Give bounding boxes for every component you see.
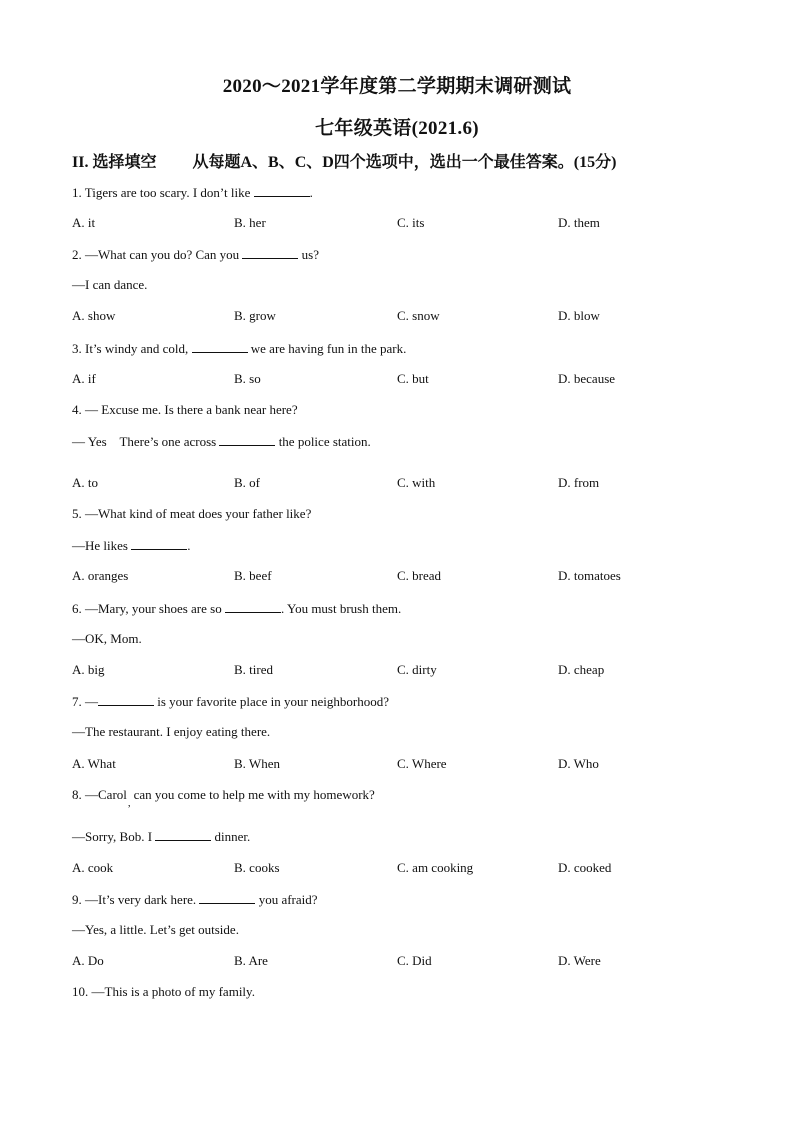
question-7-reply: —The restaurant. I enjoy eating there. [72,724,271,739]
q3-option-d: D. because [558,371,616,386]
q9-option-d: D. Were [558,953,601,968]
q7-option-c: C. Where [397,756,447,771]
q5-option-d: D. tomatoes [558,568,621,583]
question-1-stem: 1. Tigers are too scary. I don’t like . [72,185,313,200]
q9-option-c: C. Did [397,953,432,968]
q3-option-b: B. so [234,371,261,386]
q6-option-d: D. cheap [558,662,605,677]
question-2-stem: 2. —What can you do? Can you us? [72,247,319,262]
question-5-stem: 5. —What kind of meat does your father like? [72,506,312,521]
q5-option-a: A. oranges [72,568,129,583]
answer-blank [242,246,298,259]
question-10-stem: 10. —This is a photo of my family. [72,984,255,999]
answer-blank [131,537,187,550]
q2-option-c: C. snow [397,308,440,323]
question-9-stem: 9. —It’s very dark here. you afraid? [72,892,318,907]
question-4-reply: — Yes There’s one across the police station. [72,434,371,449]
answer-blank [199,891,255,904]
q6-option-a: A. big [72,662,105,677]
q4-option-d: D. from [558,475,600,490]
question-4-stem: 4. — Excuse me. Is there a bank near here? [72,402,298,417]
q7-option-a: A. What [72,756,116,771]
q1-option-a: A. it [72,215,96,230]
q5-option-c: C. bread [397,568,442,583]
q8-option-a: A. cook [72,860,114,875]
q2-option-b: B. grow [234,308,276,323]
section-heading [72,149,616,172]
q6-option-c: C. dirty [397,662,437,677]
q5-option-b: B. beef [234,568,272,583]
q8-option-d: D. cooked [558,860,612,875]
answer-blank [254,184,310,197]
section-label: II. 选择填空 [72,154,157,171]
answer-blank [155,828,211,841]
q7-option-b: B. When [234,756,280,771]
q9-option-a: A. Do [72,953,104,968]
q9-option-b: B. Are [234,953,268,968]
page-title: 2020～2021学年度第二学期期末调研测试 [222,76,572,97]
question-8-reply: —Sorry, Bob. I dinner. [72,829,251,844]
q2-option-a: A. show [72,308,116,323]
q1-option-c: C. its [397,215,425,230]
question-6-reply: —OK, Mom. [72,631,142,646]
question-9-reply: —Yes, a little. Let’s get outside. [72,922,239,937]
q1-option-d: D. them [558,215,600,230]
question-8-stem: 8. —Carol$_,$can you come to help me with my homework? [72,787,375,809]
question-3-stem: 3. It’s windy and cold, we are having fun in the park. [72,341,407,356]
q3-option-a: A. if [72,371,96,386]
question-6-stem: 6. —Mary, your shoes are so . You must brush them. [72,601,402,616]
q4-option-a: A. to [72,475,98,490]
q8-option-c: C. am cooking [397,860,474,875]
answer-blank [98,693,154,706]
q6-option-b: B. tired [234,662,273,677]
q1-option-b: B. her [234,215,266,230]
q4-option-c: C. with [397,475,436,490]
question-7-stem: 7. — is your favorite place in your neighborhood? [72,694,390,709]
section-instruction: 从每题A、B、C、D四个选项中，选出一个最佳答案。(15分) [192,154,617,171]
q8-option-b: B. cooks [234,860,280,875]
question-5-reply: —He likes . [72,538,191,553]
q4-option-b: B. of [234,475,260,490]
answer-blank [219,433,275,446]
page-subtitle: 七年级英语(2021.6) [315,118,479,139]
q7-option-d: D. Who [558,756,599,771]
question-2-reply: —I can dance. [72,277,148,292]
answer-blank [192,340,248,353]
answer-blank [225,600,281,613]
q3-option-c: C. but [397,371,429,386]
q2-option-d: D. blow [558,308,600,323]
